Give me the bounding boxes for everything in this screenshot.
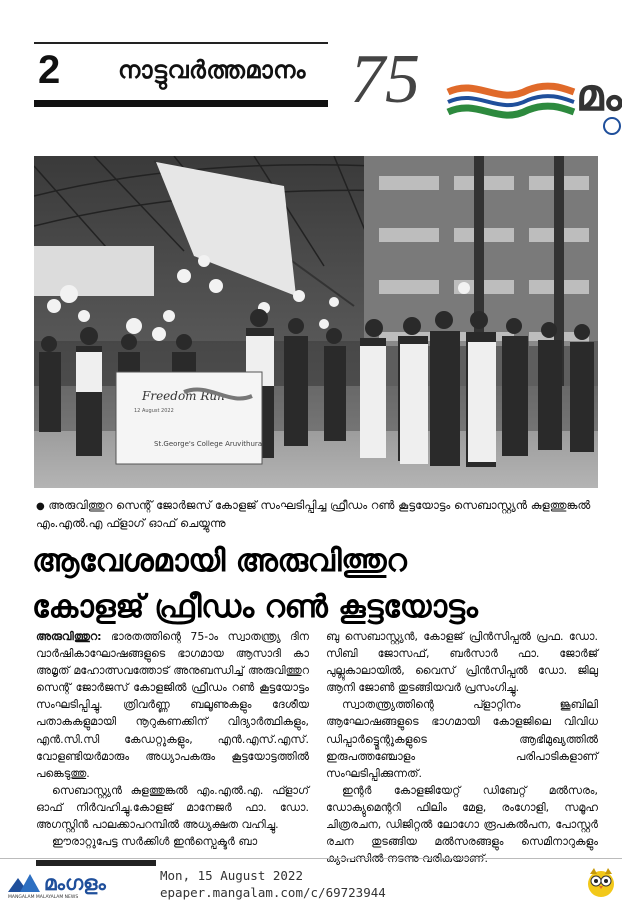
header-rule <box>34 42 328 44</box>
event-photo <box>34 156 598 488</box>
owl-icon[interactable] <box>586 866 616 898</box>
article-headline <box>32 538 602 630</box>
article-dateline: അരുവിത്തുറ: <box>36 630 102 643</box>
article-paragraph: അരുവിത്തുറ: ഭാരതത്തിന്റെ 75-ാം സ്വാതന്ത്ര്യ ദിന വാർഷികാഘോഷങ്ങളുടെ ഭാഗമായ ആസാദി കാ അമൃത് മഹോത്സവത്തോട് അനുബന്ധിച്ച് അരുവിത്തുറ സെന്റ് ജോർജസ് കോളജിൽ ഫ്രീഡം റൺ കൂട്ടയോട്ടം സംഘടിപ്പിച്ചു. ത്രിവർണ്ണ ബലൂണുകളും ദേശീയ പതാകകളുമായി നൂറുകണക്കിന് വിദ്യാർത്ഥികളും, എൻ.സി.സി കേഡറ്റുകളും, എൻ.എസ്.എസ്. വോളണ്ടിയർമാരും അധ്യാപകരും കൂട്ടയോട്ടത്തിൽ പങ്കെടുത്തു. <box>36 630 310 780</box>
logo-text: മംഗളം <box>44 871 106 895</box>
article-paragraph: സ്വാതന്ത്ര്യത്തിന്റെ പ്ളാറ്റിനം ജൂബിലി ആഘോഷങ്ങളുടെ ഭാഗമായി കോളജിലെ വിവിധ ഡിപ്പാർട്ട്മെന്റുകളുടെ ആഭിമുഖ്യത്തിൽ ഇരുപത്തഞ്ചോളം പരിപാടികളാണ് സംഘടിപ്പിക്കുന്നത്. <box>326 698 598 780</box>
section-title: നാട്ടുവർത്തമാനം <box>118 56 306 84</box>
anniversary-75-logo <box>348 40 622 136</box>
article-column-left <box>36 628 309 850</box>
banner-date: 12 August 2022 <box>134 408 174 414</box>
article-paragraph: ബു സെബാസ്റ്റ്യൻ, കോളജ് പ്രിൻസിപ്പൽ പ്രഫ. ഡോ. സിബി ജോസഫ്, ബർസാർ ഫാ. ജോർജ് പുല്ലുകാലായിൽ, വൈസ് പ്രിൻസിപ്പൽ ഡോ. ജിലു ആനി ജോൺ തുടങ്ങിയവർ പ്രസംഗിച്ചു. <box>326 630 598 695</box>
headline-line-2: കോളജ് ഫ്രീഡം റൺ കൂട്ടയോട്ടം <box>32 589 478 625</box>
edition-date: Mon, 15 August 2022 <box>160 868 303 883</box>
article-column-right <box>326 628 598 867</box>
logo-tagline: MANGALAM MALAYALAM NEWS <box>8 895 79 900</box>
anniversary-logo-text: മം <box>576 70 622 121</box>
epaper-url[interactable]: epaper.mangalam.com/c/69723944 <box>160 885 386 900</box>
caption-bullet: ● <box>36 501 45 512</box>
anniversary-logo-number: 75 <box>350 41 420 118</box>
photo-caption <box>36 497 598 532</box>
banner-script: Freedom Run <box>142 389 225 403</box>
headline-line-1: ആവേശമായി അരുവിത്തുറ <box>32 543 407 579</box>
header-thick-rule <box>34 100 328 107</box>
caption-text: അരുവിത്തുറ സെന്റ് ജോർജസ് കോളജ് സംഘടിപ്പിച്ച ഫ്രീഡം റൺ കൂട്ടയോട്ടം സെബാസ്റ്റ്യൻ കുളത്തുങ്കൽ എം.എൽ.എ ഫ്ളാഗ് ഓഫ് ചെയ്യുന്നു <box>36 498 591 530</box>
article-paragraph: ഇന്റർ കോളജിയേറ്റ് ഡിബേറ്റ് മൽസരം, ഡോക്യുമെന്ററി ഫിലിം മേള, രംഗോളി, സമൂഹ ചിത്രരചന, ഡിജിറ്റൽ ലോഗോ രൂപകൽപന, പോസ്റ്റർ രചന തുടങ്ങിയ മൽസരങ്ങളും സെമിനാറുകളും <box>326 783 598 849</box>
article-paragraph: സെബാസ്റ്റ്യൻ കുളത്തുങ്കൽ എം.എൽ.എ. ഫ്ളാഗ് ഓഫ് നിർവഹിച്ചു.കോളജ് മാനേജർ ഫാ. ഡോ. അഗസ്റ്റിൻ പാലക്കാപറമ്പിൽ അധ്യക്ഷത വഹിച്ചു. <box>36 783 309 832</box>
banner-college: St.George's College Aruvithura <box>154 440 263 448</box>
footer-rule <box>0 858 622 859</box>
mangalam-logo[interactable] <box>6 866 152 900</box>
article-paragraph: ഈരാറ്റുപേട്ട സർക്കിൾ ഇൻസ്പെക്ടർ ബാ <box>52 835 258 849</box>
page-number: 2 <box>38 48 61 92</box>
